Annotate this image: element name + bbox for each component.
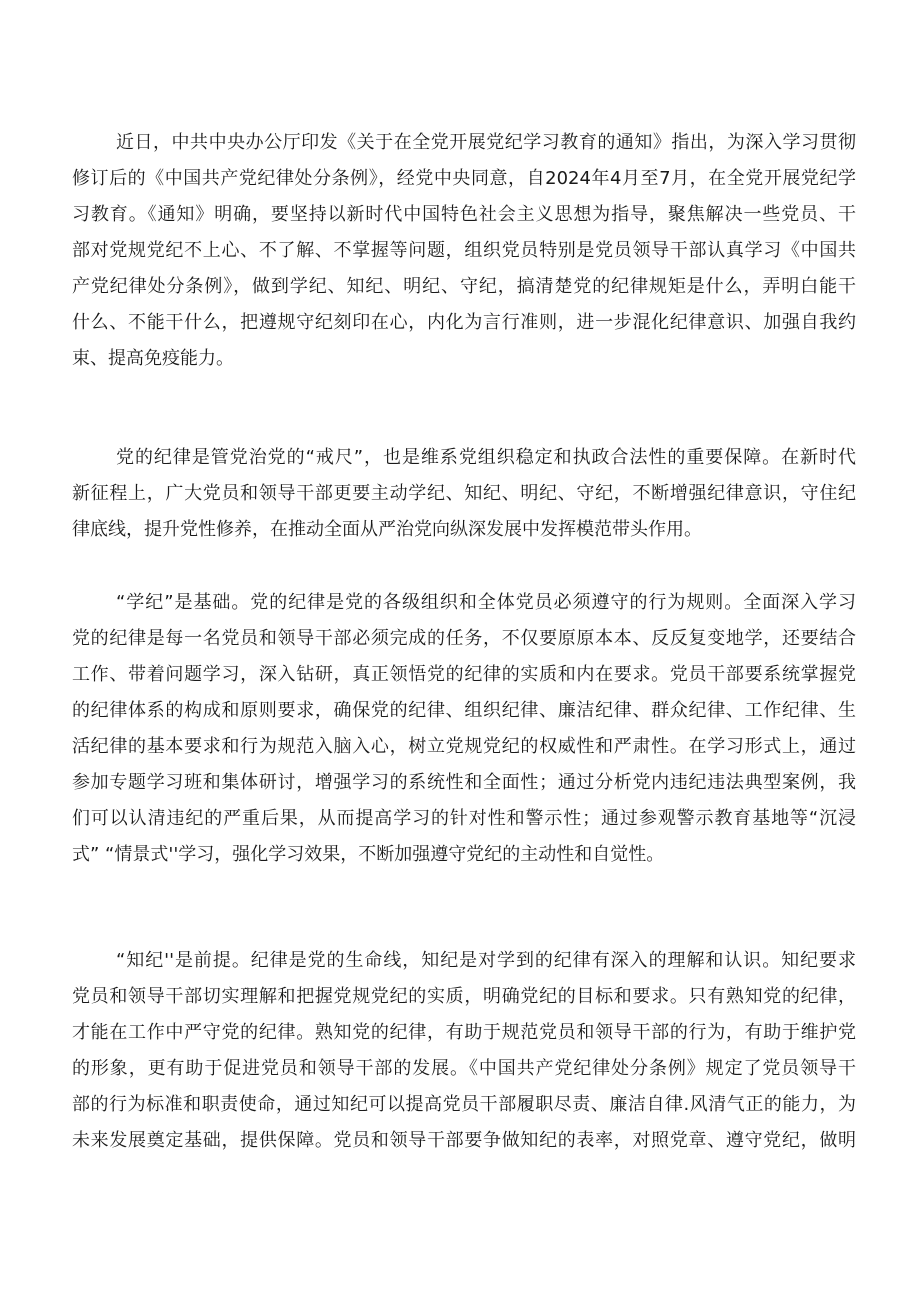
text-line: 产党纪律处分条例》，做到学纪、知纪、明纪、守纪，搞清楚党的纪律规矩是什么，弄明白能干 <box>72 276 856 297</box>
text-line: 的形象，更有助于促进党员和领导干部的发展。《中国共产党纪律处分条例》规定了党员领导干 <box>72 1058 856 1079</box>
text-line: 部对党规党纪不上心、不了解、不掌握等问题，组织党员特别是党员领导干部认真学习《中国共 <box>72 240 856 261</box>
text-line: “学纪”是基础。党的纪律是党的各级组织和全体党员必须遵守的行为规则。全面深入学习 <box>116 592 856 613</box>
text-line: 部的行为标准和职责使命，通过知纪可以提高党员干部履职尽责、廉洁自律.风清气正的能力，为 <box>72 1094 856 1115</box>
text-line: 才能在工作中严守党的纪律。熟知党的纪律，有助于规范党员和领导干部的行为，有助于维护党 <box>72 1022 856 1043</box>
text-line: 党的纪律是管党治党的“戒尺”，也是维系党组织稳定和执政合法性的重要保障。在新时代 <box>116 447 856 468</box>
text-line: “知纪''是前提。纪律是党的生命线，知纪是对学到的纪律有深入的理解和认识。知纪要求 <box>116 950 856 971</box>
paragraph-2 <box>72 440 856 548</box>
text-line: 修订后的《中国共产党纪律处分条例》，经党中央同意，自2024年4月至7月，在全党开展党纪学 <box>72 168 856 189</box>
text-line: 的纪律体系的构成和原则要求，确保党的纪律、组织纪律、廉洁纪律、群众纪律、工作纪律、生 <box>72 700 856 721</box>
paragraph-1 <box>72 125 856 377</box>
text-line: 近日，中共中央办公厅印发《关于在全党开展党纪学习教育的通知》指出，为深入学习贯彻 <box>116 132 856 153</box>
text-line: 新征程上，广大党员和领导干部更要主动学纪、知纪、明纪、守纪，不断增强纪律意识，守住纪 <box>72 483 856 504</box>
text-line: 党员和领导干部切实理解和把握党规党纪的实质，明确党纪的目标和要求。只有熟知党的纪律， <box>72 986 856 1007</box>
text-line: 参加专题学习班和集体研讨，增强学习的系统性和全面性；通过分析党内违纪违法典型案例，我 <box>72 772 856 793</box>
text-line: 习教育。《通知》明确，要坚持以新时代中国特色社会主义思想为指导，聚焦解决一些党员、干 <box>72 204 856 225</box>
text-line: 式” “情景式''学习，强化学习效果，不断加强遵守党纪的主动性和自觉性。 <box>72 844 665 865</box>
text-line: 未来发展奠定基础，提供保障。党员和领导干部要争做知纪的表率，对照党章、遵守党纪，做明 <box>72 1130 856 1151</box>
text-line: 活纪律的基本要求和行为规范入脑入心，树立党规党纪的权威性和严肃性。在学习形式上，通过 <box>72 736 856 757</box>
paragraph-4 <box>72 943 856 1159</box>
text-line: 党的纪律是每一名党员和领导干部必须完成的任务，不仅要原原本本、反反复变地学，还要结合 <box>72 628 856 649</box>
text-line: 律底线，提升党性修养，在推动全面从严治党向纵深发展中发挥模范带头作用。 <box>72 519 702 540</box>
text-line: 工作、带着问题学习，深入钻研，真正领悟党的纪律的实质和内在要求。党员干部要系统掌握党 <box>72 664 856 685</box>
paragraph-3 <box>72 585 856 873</box>
text-line: 们可以认清违纪的严重后果，从而提高学习的针对性和警示性；通过参观警示教育基地等“沉浸 <box>72 808 856 829</box>
text-line: 什么、不能干什么，把遵规守纪刻印在心，内化为言行准则，进一步混化纪律意识、加强自我约 <box>72 312 856 333</box>
text-line: 束、提高免疫能力。 <box>72 348 234 369</box>
